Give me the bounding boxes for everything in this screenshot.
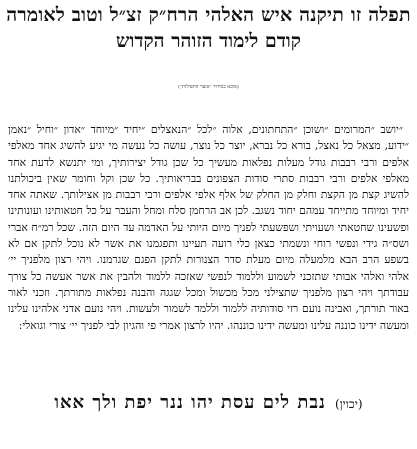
footer-line <box>10 392 407 413</box>
title-line-2: קודם לימוד הזוהר הקדוש <box>116 30 301 52</box>
footer-note: (יכוין) <box>334 397 363 411</box>
title-line-1: תפלה זו תיקנה איש האלהי הרח״ק זצ״ל וטוב לאומרה <box>6 4 411 26</box>
reference-line: (מובא בסידור ״אוצר התפילות״) <box>178 84 239 90</box>
prayer-paragraph: ״יושב ״המרומים ״ושוכן ״התחתונים, אלוה ״לכל ״הנאצלים ״יחיד ״מיוחד ״אדון ״וחיל ״נאמן ״ידוע, מצאל כל נאצל, בורא כל נברא, יוצר כל נוצר, עושה כל נעשה מי יגיע להשיג אחד מאלפי אלפים ורבי רבבות גודל מעלות נפלאות מעשיך כל שכן גודל יצירותיך, ומי יתנשא לדעת אחד מאלפי אלפים ורבי רבבות סתרי סודות הצפונים בבריאותיך. כל שכן וקל וחומר שאין ביכולתנו להשיג קצת מן הקצת וחלק מן החלק של אלף אלפי אלפים ורבי רבבות מן אצילותך. שאתה אחד יחיד ומיוחד מתייחד עמהם יחוד נשגב. לכן אב הרחמן סלח ומחל והעבר על כל חטאותינו ועונותינו ופשעינו שחטאתי ושעויתי ושפשעתי לפניך מיום היותי על האדמה עד היום הזה. שכל רמ״ח אברי ושס״ה גידי ונפשי רוחי ונשמתי כצאן כלי רועה תעיינו ותפגמנו את אשר לא נוכל לתקן אם לא בשפע הרב הבא מלמעלה מיום מעלת סדר הצנורות לתקן הפגם שגרמנו. ויהי רצון מלפניך יי׳ אלהי ואלהי אבותי שתזכני לשמוע וללמוד לנפשי שאזכה ללמוד ולהבין את אשר אעשה כל צורך עבודתך ויהי רצון מלפניך שתצילני מכל מכשול ומכל שגגה והבנה נפלאות מתורתך. וזכני לאור באור תורתך, ואבינה נועם רזי סודותיה ללמוד וללמד לשמור ולעשות. ויהי נועם אדני אלהינו עלינו ומעשה ידינו כוננה עלינו ומעשה ידינו כוננהו. יהיו לרצון אמרי פי והגיון לבי לפניך יי׳ צורי וגואלי: <box>8 123 409 332</box>
footer-codes: נבת לים עסת יהו ננר יפת ולך אאו <box>54 392 326 413</box>
prayer-body <box>8 122 409 334</box>
